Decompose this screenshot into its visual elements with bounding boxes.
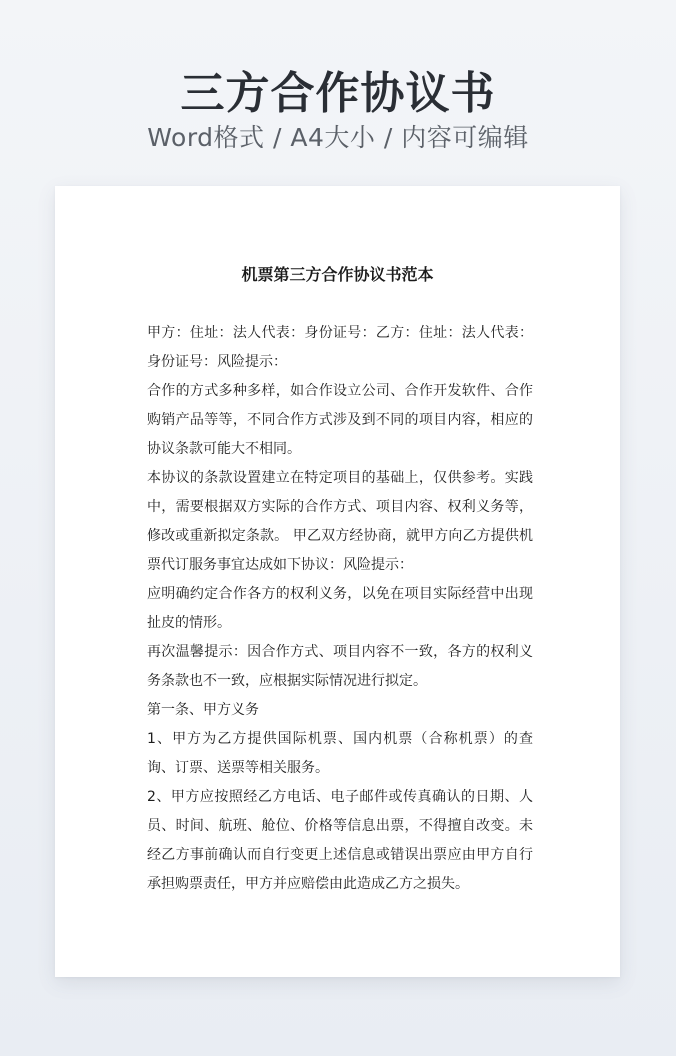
document-body: [147, 319, 533, 899]
page-header: [0, 0, 676, 186]
document-title: 机票第三方合作协议书范本: [241, 265, 434, 284]
paragraph-parties: 甲方：住址：法人代表：身份证号：乙方：住址：法人代表：身份证号：风险提示：: [147, 325, 533, 370]
paragraph-article-one-heading: 第一条、甲方义务: [147, 702, 259, 718]
document-page: [55, 186, 620, 977]
paragraph-clause-1: 1、甲方为乙方提供国际机票、国内机票（合称机票）的查询、订票、送票等相关服务。: [147, 731, 533, 776]
paragraph-rights-obligations: 应明确约定合作各方的权利义务，以免在项目实际经营中出现扯皮的情形。: [147, 586, 533, 631]
paragraph-reminder: 再次温馨提示：因合作方式、项目内容不一致，各方的权利义务条款也不一致，应根据实际情况进行拟定。: [147, 644, 533, 689]
page-subtitle: Word格式 / A4大小 / 内容可编辑: [147, 123, 529, 152]
page-title: 三方合作协议书: [180, 68, 496, 119]
paragraph-clause-2: 2、甲方应按照经乙方电话、电子邮件或传真确认的日期、人员、时间、航班、舱位、价格等信息出票，不得擅自改变。未经乙方事前确认而自行变更上述信息或错误出票应由甲方自行承担购票责任，甲方并应赔偿由此造成乙方之损失。: [147, 789, 533, 892]
paragraph-cooperation-modes: 合作的方式多种多样，如合作设立公司、合作开发软件、合作购销产品等等，不同合作方式涉及到不同的项目内容，相应的协议条款可能大不相同。: [147, 383, 533, 457]
paragraph-terms-basis: 本协议的条款设置建立在特定项目的基础上，仅供参考。实践中，需要根据双方实际的合作方式、项目内容、权利义务等，修改或重新拟定条款。 甲乙双方经协商，就甲方向乙方提供机票代订服务事宜达成如下协议：风险提示：: [147, 470, 533, 573]
